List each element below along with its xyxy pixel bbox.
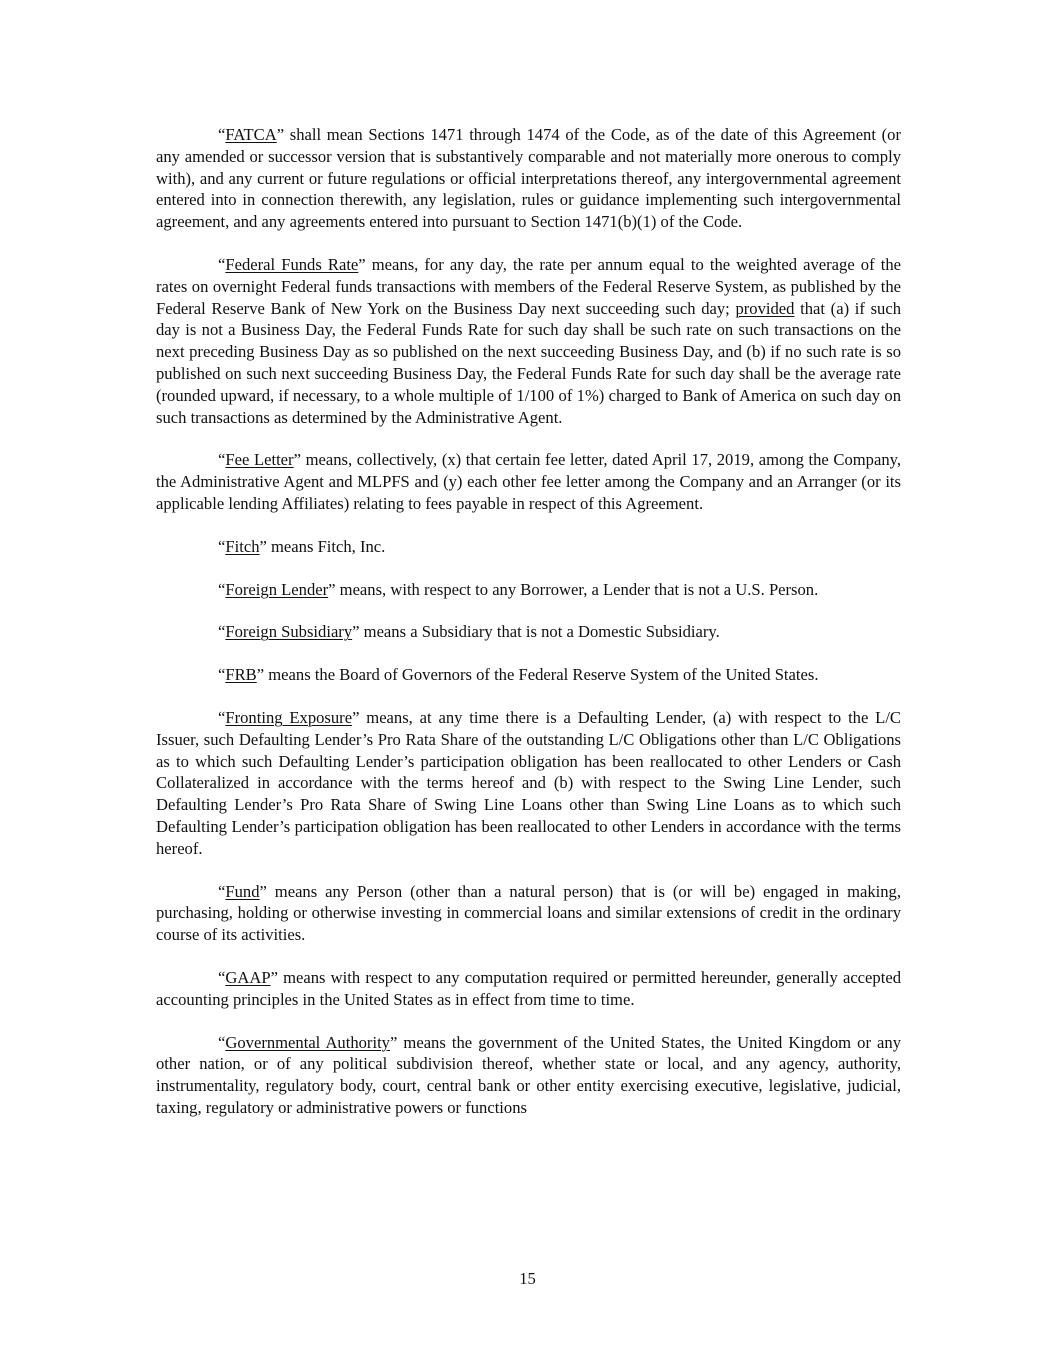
open-quote: “ (218, 881, 226, 901)
definition-frb (156, 664, 901, 686)
open-quote: “ (218, 665, 226, 685)
definition-text: shall mean Sections 1471 through 1474 of the Code, as of the date of this Agreement (or any amended or successor version that is substantively comparable and not materially more onerous to comply with), and any current or future regulations or official interpretations thereof, any intergovernmental agreement entered into in connection therewith, any legislation, rules or guidance implementing such intergovernmental agreement, and any agreements entered into pursuant to Section 1471(b)(1) of the Code. (156, 125, 901, 232)
document-page (156, 124, 901, 1140)
defined-term: Foreign Lender (225, 579, 329, 599)
definition-text: means any Person (other than a natural person) that is (or will be) engaged in making, purchasing, holding or otherwise investing in commercial loans and similar extensions of credit in the ordinary course of its activities. (156, 881, 901, 945)
defined-term: Governmental Authority (225, 1032, 390, 1052)
definition-fronting-exposure (156, 707, 901, 860)
close-quote: ” (293, 450, 301, 470)
definition-text: means with respect to any computation required or permitted hereunder, generally accepted accounting principles in the United States as in effect from time to time. (156, 967, 901, 1009)
definition-text-continued: that (a) if such day is not a Business Day, the Federal Funds Rate for such day shall be such rate on such transactions on the next preceding Business Day as so published on the next succeeding Business Day, and (b) if no such rate is so published on such next succeeding Business Day, the Federal Funds Rate for such day shall be the average rate (rounded upward, if necessary, to a whole multiple of 1/100 of 1%) charged to Bank of America on such day on such transactions as determined by the Administrative Agent. (156, 298, 902, 427)
definition-text: means a Subsidiary that is not a Domestic Subsidiary. (359, 622, 720, 642)
defined-term: Fund (225, 881, 260, 901)
close-quote: ” (389, 1032, 398, 1052)
close-quote: ” (328, 579, 336, 599)
definition-text: means the Board of Governors of the Federal Reserve System of the United States. (264, 665, 819, 685)
definition-federal-funds-rate (156, 254, 901, 428)
close-quote: ” (358, 254, 366, 274)
defined-term: Fee Letter (225, 450, 294, 470)
proviso-emphasis: provided (735, 298, 795, 318)
close-quote: ” (259, 536, 267, 556)
close-quote: ” (270, 967, 278, 987)
definition-foreign-subsidiary (156, 621, 901, 643)
defined-term: FRB (225, 665, 257, 685)
defined-term: Fitch (225, 536, 260, 556)
definition-text: means the government of the United States, the United Kingdom or any other nation, or of any political subdivision thereof, whether state or local, and any agency, authority, instrumentality, regulatory body, court, central bank or other entity exercising executive, legislative, judicial, taxing, regulatory or administrative powers or functions (156, 1032, 902, 1117)
definition-text: means, collectively, (x) that certain fee letter, dated April 17, 2019, among the Company, the Administrative Agent and MLPFS and (y) each other fee letter among the Company and an Arranger (or its applicable lending Affiliates) relating to fees payable in respect of this Agreement. (156, 450, 901, 513)
defined-term: Foreign Subsidiary (225, 622, 353, 642)
definition-gaap (156, 967, 901, 1011)
definition-fitch (156, 536, 901, 558)
definition-text: means Fitch, Inc. (266, 536, 386, 556)
open-quote: “ (218, 1032, 226, 1052)
close-quote: ” (259, 881, 267, 901)
definition-text: means, for any day, the rate per annum equal to the weighted average of the rates on overnight Federal funds transactions with members of the Federal Reserve System, as published by the Federal Reserve Bank of New York on the Business Day next succeeding such day; (156, 254, 901, 318)
open-quote: “ (218, 622, 226, 642)
definition-fund (156, 881, 901, 946)
definition-text: means, with respect to any Borrower, a Lender that is not a U.S. Person. (335, 579, 819, 599)
open-quote: “ (218, 536, 226, 556)
open-quote: “ (218, 125, 226, 144)
close-quote: ” (276, 125, 285, 144)
open-quote: “ (218, 967, 226, 987)
defined-term: FATCA (225, 125, 277, 144)
open-quote: “ (218, 450, 226, 470)
open-quote: “ (218, 707, 226, 727)
definition-governmental-authority (156, 1032, 901, 1119)
open-quote: “ (218, 579, 226, 599)
definition-text: means, at any time there is a Defaulting Lender, (a) with respect to the L/C Issuer, such Defaulting Lender’s Pro Rata Share of the outstanding L/C Obligations other than L/C Obligations as to which such Defaulting Lender’s participation obligation has been reallocated to other Lenders or Cash Collateralized in accordance with the terms hereof and (b) with respect to the Swing Line Lender, such Defaulting Lender’s Pro Rata Share of Swing Line Loans other than Swing Line Loans as to which such Defaulting Lender’s participation obligation has been reallocated to other Lenders in accordance with the terms hereof. (156, 707, 901, 858)
close-quote: ” (352, 622, 360, 642)
close-quote: ” (352, 707, 360, 727)
close-quote: ” (256, 665, 265, 685)
defined-term: Federal Funds Rate (225, 254, 359, 274)
definition-fee-letter (156, 449, 901, 514)
definition-fatca (156, 124, 901, 233)
defined-term: Fronting Exposure (225, 707, 353, 727)
definition-foreign-lender (156, 579, 901, 601)
open-quote: “ (218, 254, 226, 274)
defined-term: GAAP (225, 967, 271, 987)
page-number: 15 (519, 1269, 536, 1288)
